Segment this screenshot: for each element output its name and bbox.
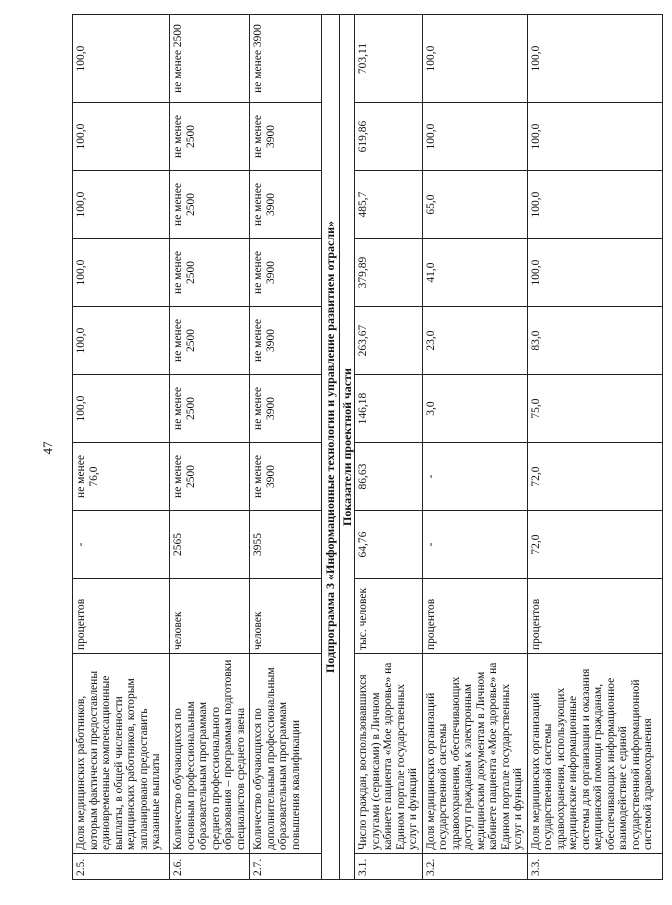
value-cell: 64,76: [355, 511, 423, 579]
project-part-header-row: [339, 15, 355, 880]
table-row: [250, 15, 322, 880]
table-row: [527, 15, 662, 880]
value-cell: -: [422, 443, 527, 511]
value-cell: 485,7: [355, 171, 423, 239]
value-cell: 23,0: [422, 307, 527, 375]
indicator-name: Доля медицинских организаций государственной системы здравоохранения, обеспечивающих доступ гражданам к электронным медицинским документам в Личном кабинете пациента «Мое здоровье» на Едином портале государственных услуг и функций: [422, 654, 527, 854]
value-cell: 146,18: [355, 375, 423, 443]
indicator-name: Доля медицинских работников, которым фактически предоставлены единовременные компенсационные выплаты, в общей численности медицинских работников, которым запланировано предоставить указанные выплаты: [73, 654, 170, 854]
value-cell: 65,0: [422, 171, 527, 239]
value-cell: не менее 2500: [170, 15, 250, 103]
value-cell: 100,0: [527, 239, 662, 307]
unit-cell: человек: [250, 579, 322, 654]
value-cell: 703,11: [355, 15, 423, 103]
row-number: 2.5.: [73, 854, 170, 880]
value-cell: 379,89: [355, 239, 423, 307]
subprogram-header-row: [322, 15, 340, 880]
unit-cell: процентов: [73, 579, 170, 654]
value-cell: не менее 3900: [250, 171, 322, 239]
value-cell: 100,0: [73, 171, 170, 239]
value-cell: 100,0: [73, 15, 170, 103]
value-cell: 100,0: [422, 15, 527, 103]
value-cell: 263,67: [355, 307, 423, 375]
row-number: 2.7.: [250, 854, 322, 880]
value-cell: не менее 2500: [170, 307, 250, 375]
value-cell: не менее 2500: [170, 103, 250, 171]
value-cell: не менее 2500: [170, 171, 250, 239]
value-cell: не менее 3900: [250, 375, 322, 443]
value-cell: 2565: [170, 511, 250, 579]
value-cell: 100,0: [73, 239, 170, 307]
value-cell: 83,0: [527, 307, 662, 375]
table-row: [170, 15, 250, 880]
value-cell: не менее 2500: [170, 239, 250, 307]
indicator-name: Число граждан, воспользовавшихся услугами (сервисами) в Личном кабинете пациента «Мое здоровье» на Едином портале государственных услуг и функций: [355, 654, 423, 854]
table-row: [73, 15, 170, 880]
value-cell: 75,0: [527, 375, 662, 443]
value-cell: не менее 2500: [170, 443, 250, 511]
unit-cell: человек: [170, 579, 250, 654]
value-cell: 100,0: [73, 307, 170, 375]
value-cell: 100,0: [73, 103, 170, 171]
value-cell: 100,0: [527, 171, 662, 239]
page-number: 47: [40, 441, 55, 455]
value-cell: 86,63: [355, 443, 423, 511]
value-cell: 72,0: [527, 511, 662, 579]
value-cell: не менее 3900: [250, 103, 322, 171]
value-cell: 3955: [250, 511, 322, 579]
row-number: 2.6.: [170, 854, 250, 880]
value-cell: не менее 3900: [250, 15, 322, 103]
unit-cell: процентов: [422, 579, 527, 654]
table-row: [355, 15, 423, 880]
project-part-title: Показатели проектной части: [339, 15, 355, 880]
value-cell: 100,0: [422, 103, 527, 171]
value-cell: 100,0: [527, 103, 662, 171]
value-cell: -: [422, 511, 527, 579]
unit-cell: процентов: [527, 579, 662, 654]
value-cell: -: [73, 511, 170, 579]
value-cell: 100,0: [527, 15, 662, 103]
value-cell: 3,0: [422, 375, 527, 443]
indicator-name: Доля медицинских организаций государственной системы здравоохранения, использующих медицинские информационные системы для организации и оказания медицинской помощи гражданам, обеспечивающих информационное взаимодействие с единой государственной информационной системой здравоохранения: [527, 654, 662, 854]
value-cell: не менее 76,0: [73, 443, 170, 511]
value-cell: 619,86: [355, 103, 423, 171]
indicators-table: [72, 14, 663, 880]
unit-cell: тыс. человек: [355, 579, 423, 654]
value-cell: не менее 2500: [170, 375, 250, 443]
subprogram-title: Подпрограмма 3 «Информационные технологии и управление развитием отрасли»: [322, 15, 340, 880]
value-cell: не менее 3900: [250, 239, 322, 307]
row-number: 3.2.: [422, 854, 527, 880]
value-cell: 100,0: [73, 375, 170, 443]
indicator-name: Количество обучающихся по основным профессиональным образовательным программам среднего профессионального образования – программам подготовки специалистов среднего звена: [170, 654, 250, 854]
value-cell: не менее 3900: [250, 307, 322, 375]
row-number: 3.3.: [527, 854, 662, 880]
value-cell: 72,0: [527, 443, 662, 511]
table-row: [422, 15, 527, 880]
value-cell: 41,0: [422, 239, 527, 307]
indicator-name: Количество обучающихся по дополнительным профессиональным образовательным программам повышения квалификации: [250, 654, 322, 854]
row-number: 3.1.: [355, 854, 423, 880]
value-cell: не менее 3900: [250, 443, 322, 511]
rotated-table-frame: [72, 15, 672, 880]
